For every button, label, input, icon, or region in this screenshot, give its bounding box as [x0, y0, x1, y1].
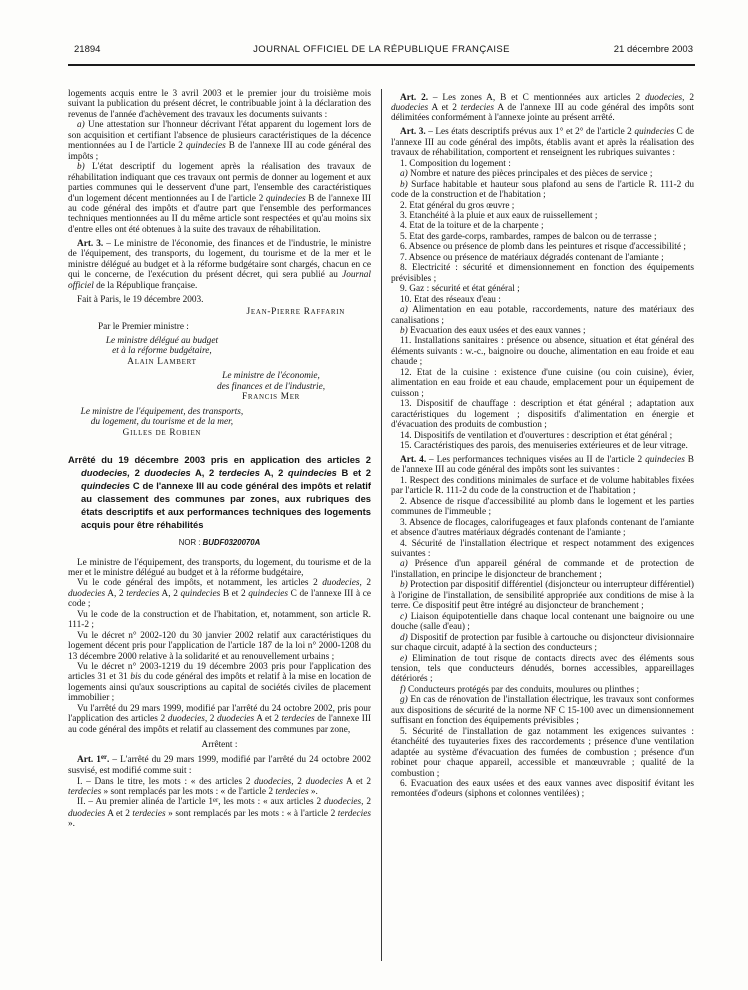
signature-block — [68, 336, 256, 367]
paragraph: Vu le décret n° 2002-120 du 30 janvier 2002 relatif aux caractéristiques du logement décent pris pour l'application de l'article 187 de la loi n° 2000-1208 du 13 décembre 2000 relative à la solidarité et au renouvellement urbains ; — [68, 630, 371, 662]
article-paragraph: Art. 4. – Les performances techniques visées au II de l'article 2 quindecies B de l'annexe III au code général des impôts sont les suivantes : — [391, 454, 694, 476]
paragraph: 2. Absence de risque d'accessibilité au plomb dans le logement et les parties communes de l'immeuble ; — [391, 496, 694, 518]
signatory-role: et à la réforme budgétaire, — [112, 346, 212, 357]
paragraph: 14. Dispositifs de ventilation et d'ouvertures : description et état général ; — [400, 430, 673, 441]
right-column — [391, 89, 694, 967]
paragraph: 3. Etanchéité à la pluie et aux eaux de ruissellement ; — [400, 210, 598, 221]
paragraph: Le ministre de l'équipement, des transports, du logement, du tourisme et de la mer et le ministre délégué au budget et à la réforme budgétaire, — [68, 557, 371, 578]
paragraph: d) Dispositif de protection par fusible à cartouche ou disjoncteur divisionnaire sur chaque circuit, adapté à la section des conducteurs ; — [391, 632, 694, 654]
paragraph: 11. Installations sanitaires : présence ou absence, situation et état général des éléments suivants : w.-c., baignoire ou douche, alimentation en eau froide et eau chaude ; — [391, 336, 694, 368]
paragraph: a) Alimentation en eau potable, raccordements, nature des matériaux des canalisations ; — [391, 305, 694, 326]
paragraph: 12. Etat de la cuisine : existence d'une cuisine (ou coin cuisine), évier, alimentation en eau froide et eau chaude, emplacement pour un équipement de cuisson ; — [391, 367, 694, 399]
paragraph: g) En cas de rénovation de l'installation électrique, les travaux sont conformes aux dispositions de sécurité de la norme NF C 15-100 avec un dimensionnement suffisant en fonction des équipements prévisibles ; — [391, 695, 694, 727]
paragraph: 6. Evacuation des eaux usées et des eaux vannes avec dispositif évitant les remontées d'odeurs (siphons et colonnes ventilées) ; — [391, 778, 694, 800]
paragraph: b) Protection par dispositif différentiel (disjoncteur ou interrupteur différentiel) à l'origine de l'installation, de sensibilité appropriée aux conditions de mise à la terre. Ce dispositif peut être intégré au disjoncteur de branchement ; — [391, 580, 694, 612]
paragraph: c) Liaison équipotentielle dans chaque local contenant une baignoire ou une douche (salle d'eau) ; — [391, 611, 694, 633]
paragraph: 1. Composition du logement : — [400, 158, 511, 169]
arretent-line: Arrêtent : — [201, 740, 238, 751]
paragraph: Fait à Paris, le 19 décembre 2003. — [77, 294, 204, 305]
signatory-name: Francis Mer — [241, 392, 301, 403]
signature-intro: Par le Premier ministre : — [98, 321, 189, 332]
article-paragraph: Art. 3. – Les états descriptifs prévus aux 1° et 2° de l'article 2 quindecies C de l'annexe III au code général des impôts, établis avant et après la réalisation des travaux de réhabilitation, comportent et renseignent les rubriques suivantes : — [391, 127, 695, 159]
column-divider — [381, 89, 382, 961]
decree-heading: Arrêté du 19 décembre 2003 pris en application des articles 2 duodecies, 2 duodecies A, 2 terdecies A, 2 quindecies B et 2 quindecies C de l'annexe III au code général des impôts et relatif au classement des communes par zones, aux rubriques des états descriptifs et aux performances techniques des logements acquis pour être réhabilités — [68, 454, 371, 531]
paragraph: 13. Dispositif de chauffage : description et état général ; adaptation aux caractéristiques du logement ; dispositifs d'alimentation en énergie et d'évacuation des produits de combustion ; — [391, 399, 694, 431]
paragraph: a) Une attestation sur l'honneur décrivant l'état apparent du logement lors de son acquisition et certifiant l'absence de plusieurs caractéristiques de la décence mentionnées au I de l'article 2 quindecies B de l'annexe III au code général des impôts ; — [68, 120, 371, 162]
signatory-role: Le ministre de l'économie, — [222, 371, 320, 382]
signatory-role: du logement, du tourisme et de la mer, — [90, 417, 234, 428]
paragraph: 5. Etat des garde-corps, rambardes, rampes de balcon ou de terrasse ; — [400, 231, 657, 242]
paragraph: 10. Etat des réseaux d'eau : — [400, 294, 501, 305]
signatory-name: Jean-Pierre Raffarin — [246, 307, 345, 318]
paragraph: b) Surface habitable et hauteur sous plafond au sens de l'article R. 111-2 du code de la construction et de l'habitation ; — [391, 179, 694, 201]
paragraph: Vu le décret n° 2003-1219 du 19 décembre 2003 pris pour l'application des articles 31 et 31 bis du code général des impôts et relatif à la mise en location de logements ainsi qu'aux souscriptions au capital de sociétés civiles de placement immobilier ; — [68, 662, 371, 704]
nor-reference: NOR : BUDF0320070A — [178, 538, 261, 548]
paragraph: 4. Sécurité de l'installation électrique et respect notamment des exigences suivantes : — [391, 538, 694, 559]
paragraph: e) Elimination de tout risque de contacts directs avec des éléments sous tension, tels que conducteurs dénudés, bornes accessibles, appareillages détériorés ; — [391, 653, 694, 685]
article-paragraph: Art. 1er. – L'arrêté du 29 mars 1999, modifié par l'arrêté du 24 octobre 2002 susvisé, est modifié comme suit : — [68, 754, 371, 777]
paragraph: 5. Sécurité de l'installation de gaz notamment les exigences suivantes : étanchéité des tuyauteries fixes des raccordements ; présence d'une ventilation adaptée au système d'évacuation des fumées de combustion ; présence d'un robinet pour chaque appareil, accessible et manœuvrable ; qualité de la combustion ; — [391, 726, 694, 779]
paragraph: b) L'état descriptif du logement après la réalisation des travaux de réhabilitation indiquant que ces travaux ont permis de donner au logement et aux parties communes qui le desservent d'une part, l'ensemble des caractéristiques d'un logement décent mentionnées au I de l'article 2 quindecies B de l'annexe III au code général des impôts et d'autre part que l'ensemble des performances techniques mentionnées au II du même article sont respectées et qu'au moins six d'entre elles ont été obtenues à la suite des travaux de réhabilitation. — [68, 162, 371, 235]
signature-block — [171, 371, 371, 402]
page-header — [68, 44, 695, 58]
signatory-role: Le ministre délégué au budget — [105, 335, 219, 346]
left-column — [68, 89, 371, 967]
signatory-name: Alain Lambert — [127, 356, 197, 367]
paragraph: Vu le code de la construction et de l'habitation, et, notamment, son article R. 111-2 ; — [68, 609, 371, 631]
journal-title: JOURNAL OFFICIEL DE LA RÉPUBLIQUE FRANÇAISE — [253, 44, 510, 55]
paragraph: 3. Absence de flocages, calorifugeages et faux plafonds contenant de l'amiante et absence d'autres matériaux dégradés contenant de l'amiante ; — [391, 517, 694, 539]
issue-date: 21 décembre 2003 — [613, 44, 693, 55]
article-paragraph: Art. 3. – Le ministre de l'économie, des finances et de l'industrie, le ministre de l'équipement, des transports, du logement, du tourisme et de la mer et le ministre délégué au budget et à la réforme budgétaire sont chargés, chacun en ce qui le concerne, de l'exécution du présent décret, qui sera publié au Journal officiel de la République française. — [68, 238, 371, 291]
signature-block — [68, 407, 256, 438]
signatory-role: des finances et de l'industrie, — [216, 381, 326, 392]
paragraph: a) Présence d'un appareil général de commande et de protection de l'installation, en principe le disjoncteur de branchement ; — [391, 559, 694, 580]
article-columns — [68, 89, 695, 967]
paragraph: Vu le code général des impôts, et notamment, les articles 2 duodecies, 2 duodecies A, 2 terdecies A, 2 quindecies B et 2 quindecies C de l'annexe III à ce code ; — [68, 578, 371, 610]
paragraph: logements acquis entre le 3 avril 2003 et le premier jour du troisième mois suivant la publication du présent décret, le contribuable joint à la déclaration des revenus de l'année d'achèvement des travaux les documents suivants : — [68, 89, 371, 120]
paragraph: 1. Respect des conditions minimales de surface et de volume habitables fixées par l'article R. 111-2 du code de la construction et de l'habitation ; — [391, 475, 694, 497]
paragraph: f) Conducteurs protégés par des conduits, moulures ou plinthes ; — [400, 684, 640, 695]
paragraph: a) Nombre et nature des pièces principales et des pièces de service ; — [400, 169, 653, 180]
paragraph: II. – Au premier alinéa de l'article 1er, les mots : « aux articles 2 duodecies, 2 duodecies A et 2 terdecies » sont remplacés par les mots : « à l'article 2 terdecies ». — [68, 797, 371, 830]
page-number: 21894 — [74, 44, 101, 55]
paragraph: 9. Gaz : sécurité et état général ; — [400, 284, 520, 295]
paragraph: Vu l'arrêté du 29 mars 1999, modifié par l'arrêté du 24 octobre 2002, pris pour l'application des articles 2 duodecies, 2 duodecies A et 2 terdecies de l'annexe III au code général des impôts et relatif au classement des communes par zone, — [68, 703, 372, 735]
paragraph: 4. Etat de la toiture et de la charpente ; — [400, 221, 544, 232]
paragraph: 8. Electricité : sécurité et dimensionnement en fonction des équipements prévisibles ; — [391, 263, 694, 284]
header-rule — [68, 64, 695, 66]
paragraph: 7. Absence ou présence de matériaux dégradés contenant de l'amiante ; — [400, 252, 664, 263]
paragraph: I. – Dans le titre, les mots : « des articles 2 duodecies, 2 duodecies A et 2 terdecies » sont remplacés par les mots : « de l'article 2 terdecies ». — [68, 776, 372, 798]
signatory-name: Gilles de Robien — [122, 427, 202, 438]
paragraph: 2. Etat général du gros œuvre ; — [400, 200, 515, 211]
paragraph: b) Evacuation des eaux usées et des eaux vannes ; — [400, 325, 586, 336]
paragraph: 15. Caractéristiques des parois, des menuiseries extérieures et de leur vitrage. — [400, 440, 688, 451]
paragraph: 6. Absence ou présence de plomb dans les peintures et risque d'accessibilité ; — [400, 242, 686, 253]
article-paragraph: Art. 2. – Les zones A, B et C mentionnées aux articles 2 duodecies, 2 duodecies A et 2 terdecies A de l'annexe III au code général des impôts sont délimitées conformément à l'annexe jointe au présent arrêté. — [391, 92, 694, 124]
signatory-role: Le ministre de l'équipement, des transports, — [80, 406, 244, 417]
